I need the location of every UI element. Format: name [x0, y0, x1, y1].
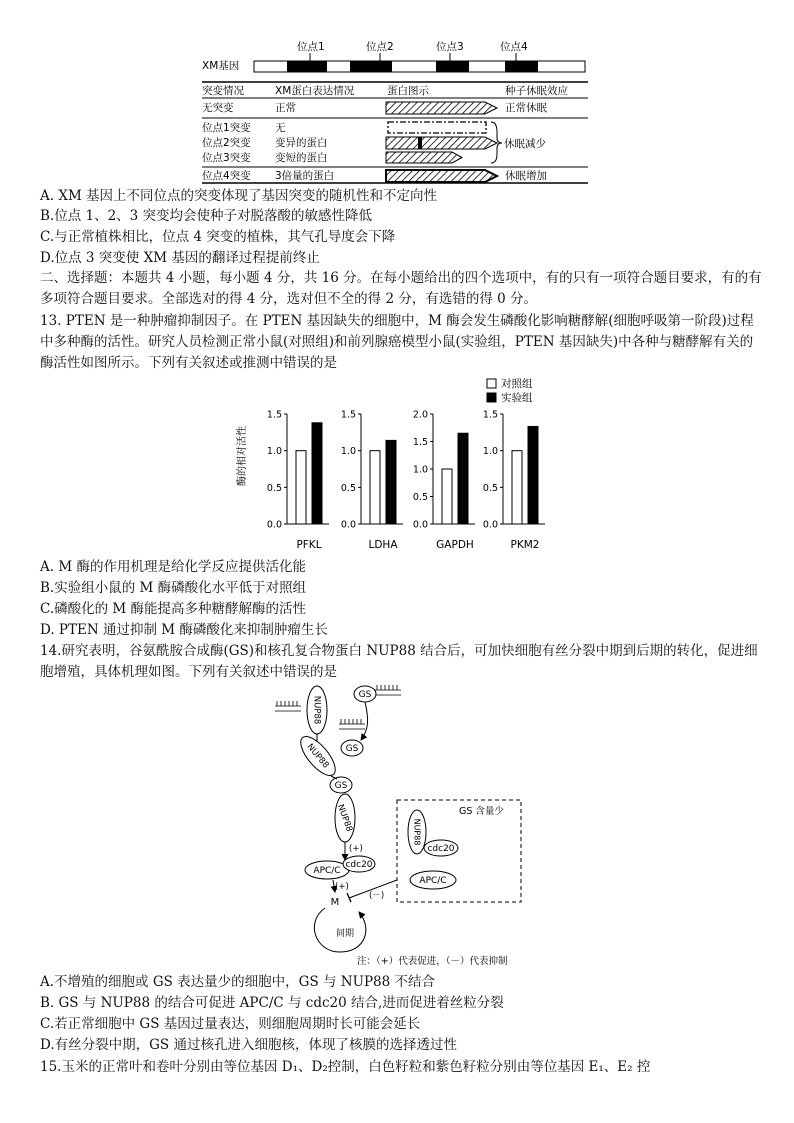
row0-expression: 正常 [275, 102, 296, 114]
q13-option-c: C.磷酸化的 M 酶能提高多种糖酵解酶的活性 [40, 601, 307, 617]
tick-label-GAPDH: 0.0 [412, 519, 428, 531]
category-label-PKM2: PKM2 [510, 539, 540, 551]
brace-label: 休眠减少 [504, 138, 546, 150]
tick-label-PFKL: 1.5 [266, 409, 282, 421]
bar-control-LDHA [370, 451, 380, 524]
nup88-top: NUP88 [311, 695, 322, 725]
enzyme-activity-chart [235, 376, 565, 554]
tick-label-PKM2: 1.5 [482, 409, 498, 421]
row4-mutation: 位点4突变 [202, 170, 251, 182]
tick-label-LDHA: 1.0 [340, 446, 356, 458]
header-diagram: 蛋白图示 [387, 85, 429, 97]
plus-2: (+) [335, 882, 349, 892]
cdc20-box: cdc20 [427, 844, 455, 854]
site-4-label: 位点4 [500, 41, 528, 53]
section-2-heading: 二、选择题：本题共 4 小题，每小题 4 分，共 16 分。在每小题给出的四个选项中，有的只有一项符合题目要求，有的有多项符合题目要求。全部选对的得 4 分，选对但不全的得 2 分，有选错的得 0 分。 [40, 270, 762, 307]
tick-label-GAPDH: 2.0 [412, 409, 428, 421]
nup88-middle: NUP88 [304, 742, 331, 771]
legend-swatch-control [487, 379, 496, 388]
bar-control-GAPDH [442, 469, 452, 524]
nup88-lower: NUP88 [334, 803, 355, 834]
category-label-GAPDH: GAPDH [436, 539, 474, 551]
row0-effect: 正常休眠 [505, 102, 547, 114]
q14-option-d: D.有丝分裂中期，GS 通过核孔进入细胞核，体现了核膜的选择透过性 [40, 1037, 457, 1053]
row3-expression: 变短的蛋白 [275, 152, 328, 164]
bar-experimental-PKM2 [528, 426, 538, 524]
diagram-note: 注：（+）代表促进，（－）代表抑制 [357, 956, 508, 967]
q14-option-b: B. GS 与 NUP88 的结合可促进 APC/C 与 cdc20 结合,进而促进着丝粒分裂 [40, 995, 504, 1011]
row1-expression: 无 [275, 122, 286, 134]
apcc-main: APC/C [313, 866, 341, 876]
tick-label-GAPDH: 1.0 [412, 464, 428, 476]
apcc-box: APC/C [419, 876, 447, 886]
gs-lower: GS [334, 781, 348, 791]
gs-nup88-mechanism-diagram [265, 684, 535, 969]
nuclear-pore-glyph [275, 685, 401, 729]
tick-label-PKM2: 1.0 [482, 446, 498, 458]
q12-option-b: B.位点 1、2、3 突变均会使种子对脱落酸的敏感性降低 [40, 208, 373, 224]
tick-label-PFKL: 0.5 [266, 482, 282, 494]
tick-label-PFKL: 0.0 [266, 519, 282, 531]
nup88-box: NUP88 [412, 818, 422, 846]
q13-stem: 13. PTEN 是一种肿瘤抑制因子。在 PTEN 基因缺失的细胞中，M 酶会发生磷酸化影响糖酵解(细胞呼吸第一阶段)过程中多种酶的活性。研究人员检测正常小鼠(对照组)和前列腺癌模型小鼠(实验组，PTEN 基因缺失)中各种与糖酵解有关的酶活性如图所示。下列有关叙述或推测中错误的是 [40, 313, 754, 371]
tick-label-PKM2: 0.5 [482, 482, 498, 494]
box-title: GS 含量少 [459, 806, 504, 817]
bar-experimental-GAPDH [458, 433, 468, 524]
q12-option-a: A. XM 基因上不同位点的突变体现了基因突变的随机性和不定向性 [40, 188, 438, 204]
bar-control-PKM2 [512, 451, 522, 524]
bar-control-PFKL [296, 451, 306, 524]
plus-1: (+) [349, 844, 363, 854]
gene-mutation-figure [200, 36, 600, 184]
m-phase-label: M [330, 897, 340, 908]
bar-experimental-PFKL [312, 423, 322, 524]
row2-expression: 变异的蛋白 [275, 137, 328, 149]
q15-stem: 15.玉米的正常叶和卷叶分别由等位基因 D₁、D₂控制，白色籽粒和紫色籽粒分别由等位基因 E₁、E₂ 控 [40, 1059, 651, 1075]
bar-experimental-LDHA [386, 440, 396, 524]
q14-option-c: C.若正常细胞中 GS 基因过量表达，则细胞周期时长可能会延长 [40, 1016, 421, 1032]
category-label-LDHA: LDHA [368, 539, 398, 551]
site-3-label: 位点3 [436, 41, 464, 53]
q14-option-a: A.不增殖的细胞或 GS 表达量少的细胞中，GS 与 NUP88 不结合 [40, 974, 436, 990]
row0-mutation: 无突变 [202, 102, 234, 114]
tick-label-LDHA: 0.5 [340, 482, 356, 494]
site-1-label: 位点1 [297, 41, 325, 53]
cdc20-main: cdc20 [345, 860, 373, 870]
legend-label-experimental: 实验组 [501, 392, 533, 404]
tick-label-LDHA: 1.5 [340, 409, 356, 421]
q13-option-b: B.实验组小鼠的 M 酶磷酸化水平低于对照组 [40, 580, 307, 596]
q12-option-c: C.与正常植株相比，位点 4 突变的植株，其气孔导度会下降 [40, 229, 396, 245]
row1-mutation: 位点1突变 [202, 122, 251, 134]
gene-label: XM基因 [202, 60, 240, 72]
interphase-label: 间期 [335, 929, 355, 939]
tick-label-PKM2: 0.0 [482, 519, 498, 531]
legend-swatch-experimental [487, 393, 496, 402]
row3-mutation: 位点3突变 [202, 152, 251, 164]
header-mutation: 突变情况 [202, 85, 244, 97]
tick-label-GAPDH: 0.5 [412, 492, 428, 503]
category-label-PFKL: PFKL [296, 539, 322, 551]
minus-label: (－) [369, 891, 385, 901]
legend-label-control: 对照组 [501, 378, 533, 390]
row4-expression: 3倍量的蛋白 [275, 170, 335, 182]
gs-middle: GS [345, 744, 359, 754]
y-axis-label: 酶的相对活性 [237, 426, 248, 486]
tick-label-GAPDH: 1.5 [412, 437, 428, 448]
tick-label-PFKL: 1.0 [266, 446, 282, 458]
header-expression: XM蛋白表达情况 [275, 85, 355, 97]
q13-option-a: A. M 酶的作用机理是给化学反应提供活化能 [40, 559, 306, 575]
tick-label-LDHA: 0.0 [340, 519, 356, 531]
header-effect: 种子休眠效应 [505, 85, 568, 97]
q12-option-d: D.位点 3 突变使 XM 基因的翻译过程提前终止 [40, 250, 320, 266]
row2-mutation: 位点2突变 [202, 137, 251, 149]
site-2-label: 位点2 [366, 41, 394, 53]
row4-effect: 休眠增加 [505, 170, 547, 182]
gs-top: GS [358, 690, 372, 700]
q13-option-d: D. PTEN 通过抑制 M 酶磷酸化来抑制肿瘤生长 [40, 622, 328, 638]
q14-stem: 14.研究表明，谷氨酰胺合成酶(GS)和核孔复合物蛋白 NUP88 结合后，可加快细胞有丝分裂中期到后期的转化，促进细胞增殖，具体机理如图。下列有关叙述中错误的是 [40, 643, 758, 680]
